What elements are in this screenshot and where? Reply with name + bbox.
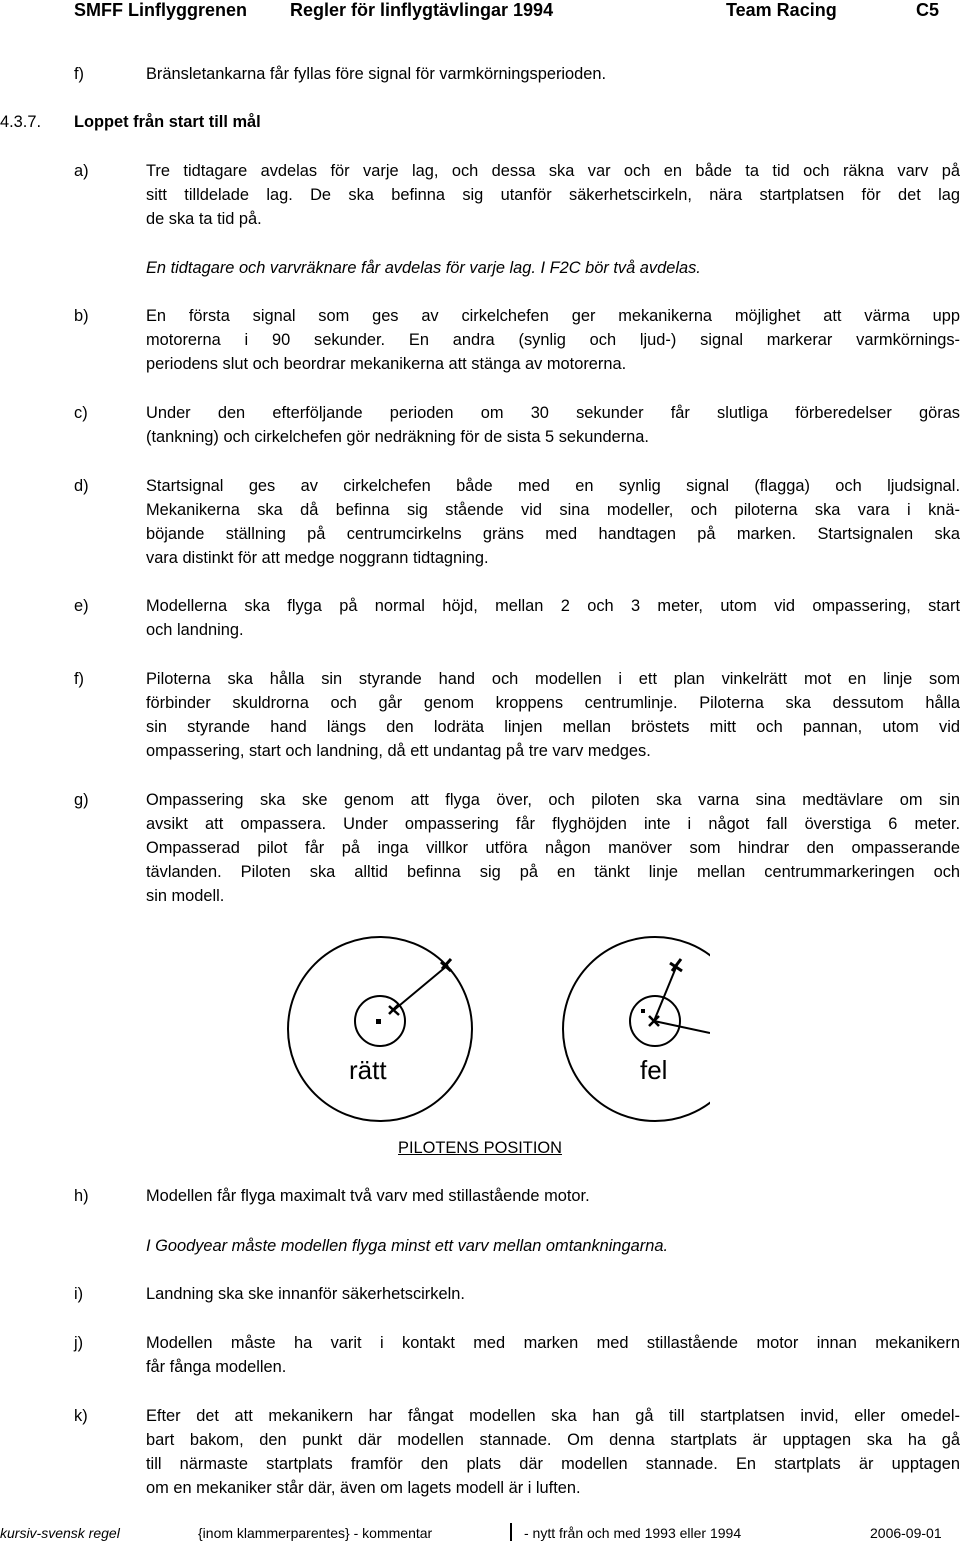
item-f-line: Piloterna ska hålla sin styrande hand och modellen i ett plan vinkelrätt mot en linje som [146,670,960,688]
item-b-label: b) [74,307,89,325]
item-g-text [146,788,960,908]
item-k-text [146,1404,960,1500]
figure-caption: PILOTENS POSITION [398,1139,562,1157]
header-org: SMFF Linflyggrenen [74,0,247,20]
item-b-text [146,304,960,376]
item-h-text: Modellen får flyga maximalt två varv med stillastående motor. [146,1187,590,1205]
footer-new-note: - nytt från och med 1993 eller 1994 [524,1525,742,1541]
item-f-line: ompassering, start och landning, då ett undantag på tre varv medges. [146,742,651,760]
item-g-line: Ompassering ska ske genom att flyga över, och piloten ska varna sina medtävlare om sin [146,791,960,809]
item-e-text [146,594,960,642]
left-label: rätt [349,1055,387,1085]
item-a-label: a) [74,162,89,180]
item-j-label: j) [74,1334,84,1352]
item-h-label: h) [74,1187,89,1205]
left-line-to-model [394,965,448,1010]
item-k-line: Efter det att mekanikern har fångat modellen ska han gå till startplatsen invid, eller omedel- [146,1407,960,1425]
item-d-line: vara distinkt för att medge noggrann tidtagning. [146,549,489,567]
header-code: C5 [916,0,940,20]
left-center-mark [376,1019,381,1024]
item-h-comment: I Goodyear måste modellen flyga minst ett varv mellan omtankningarna. [146,1237,669,1255]
footer-bracket-note: {inom klammerparentes} - kommentar [198,1525,433,1541]
item-e-line: och landning. [146,621,244,639]
right-line-to-pilot [654,1021,710,1033]
item-f-top-label: f) [74,65,85,83]
item-a-text [146,159,960,231]
item-f-top-text: Bränsletankarna får fyllas före signal för varmkörningsperioden. [146,65,607,83]
right-line-to-model [654,965,677,1021]
header-document-title: Regler för linflygtävlingar 1994 [290,0,554,20]
wrong-position-diagram [563,937,710,1121]
item-g-line: Ompasserad pilot får på inga villkor utföra någon manöver som hindrar den ompasserande [146,839,960,857]
item-f-line: förbinder skuldrorna och går genom kroppens centrumlinje. Piloterna ska dessutom hålla [146,694,960,712]
section-number: 4.3.7. [0,113,42,131]
pilot-position-figure [270,935,710,1125]
item-d-label: d) [74,477,89,495]
item-g-line: sin modell. [146,887,225,905]
section-title: Loppet från start till mål [74,113,261,131]
item-k-line: till närmaste startplats framför den plats där modellen stannade. En startplats är upptagen [146,1455,960,1473]
item-c-label: c) [74,404,88,422]
item-d-line: Startsignal ges av cirkelchefen både med en synlig signal (flagga) och ljudsignal. [146,477,960,495]
item-c-line: (tankning) och cirkelchefen gör nedräkning för de sista 5 sekunderna. [146,428,649,446]
item-d-line: Mekanikerna ska då befinna sig stående vid sina modeller, och piloterna ska vara i knä- [146,501,960,519]
item-a-line: de ska ta tid på. [146,210,262,228]
item-e-label: e) [74,597,89,615]
header-class-title: Team Racing [726,0,837,20]
item-a-line: sitt tilldelade lag. De ska befinna sig utanför säkerhetscirkeln, nära startplatsen för det lag [146,186,960,204]
item-c-line: Under den efterföljande perioden om 30 sekunder får slutliga förberedelser göras [146,404,960,422]
item-k-line: om en mekaniker står där, även om lagets modell är i luften. [146,1479,581,1497]
item-d-line: böjande ställning på centrumcirkelns gräns med handtagen på marken. Startsignalen ska [146,525,960,543]
item-e-line: Modellerna ska flyga på normal höjd, mellan 2 och 3 meter, utom vid ompassering, start [146,597,960,615]
item-j-line: Modellen måste ha varit i kontakt med marken med stillastående motor innan mekanikern [146,1334,960,1352]
item-f-label: f) [74,670,85,688]
item-c-text [146,401,960,449]
footer-new-marker [510,1523,512,1541]
page-header [74,0,942,24]
item-j-line: får fånga modellen. [146,1358,287,1376]
item-g-line: avsikt att ompassera. Under ompassering får flyghöjden inte i något fall överstiga 6 meter. [146,815,960,833]
item-a-comment: En tidtagare och varvräknare får avdelas för varje lag. I F2C bör två avdelas. [146,259,701,277]
right-label: fel [640,1055,668,1085]
item-f-text [146,667,960,763]
item-g-line: tävlanden. Piloten ska alltid befinna sig på en tänkt linje mellan centrummarkeringen och [146,863,960,881]
footer-date: 2006-09-01 [870,1525,942,1541]
right-center-mark [641,1009,645,1013]
item-b-line: En första signal som ges av cirkelchefen ger mekanikerna möjlighet att värma upp [146,307,960,325]
item-b-line: periodens slut och beordrar mekanikerna att stänga av motorerna. [146,355,627,373]
page-footer [0,1525,960,1547]
correct-position-diagram [288,937,472,1121]
item-f-line: sin styrande hand längs den lodräta linjen mellan bröstets mitt och pannan, utom vid [146,718,960,736]
item-a-line: Tre tidtagare avdelas för varje lag, och dessa ska var och en både ta tid och räkna varv på [146,162,960,180]
left-pilot-mark [389,1004,399,1015]
item-g-label: g) [74,791,89,809]
item-k-line: bart bakom, den punkt där modellen stannade. Om denna startplats är upptagen ska ha gå [146,1431,960,1449]
item-k-label: k) [74,1407,88,1425]
item-i-label: i) [74,1285,84,1303]
footer-italic-note: kursiv-svensk regel [0,1525,120,1541]
item-b-line: motorerna i 90 sekunder. En andra (synlig och ljud-) signal markerar varmkörnings- [146,331,960,349]
item-i-text: Landning ska ske innanför säkerhetscirkeln. [146,1285,465,1303]
item-j-text [146,1331,960,1379]
item-d-text [146,474,960,570]
